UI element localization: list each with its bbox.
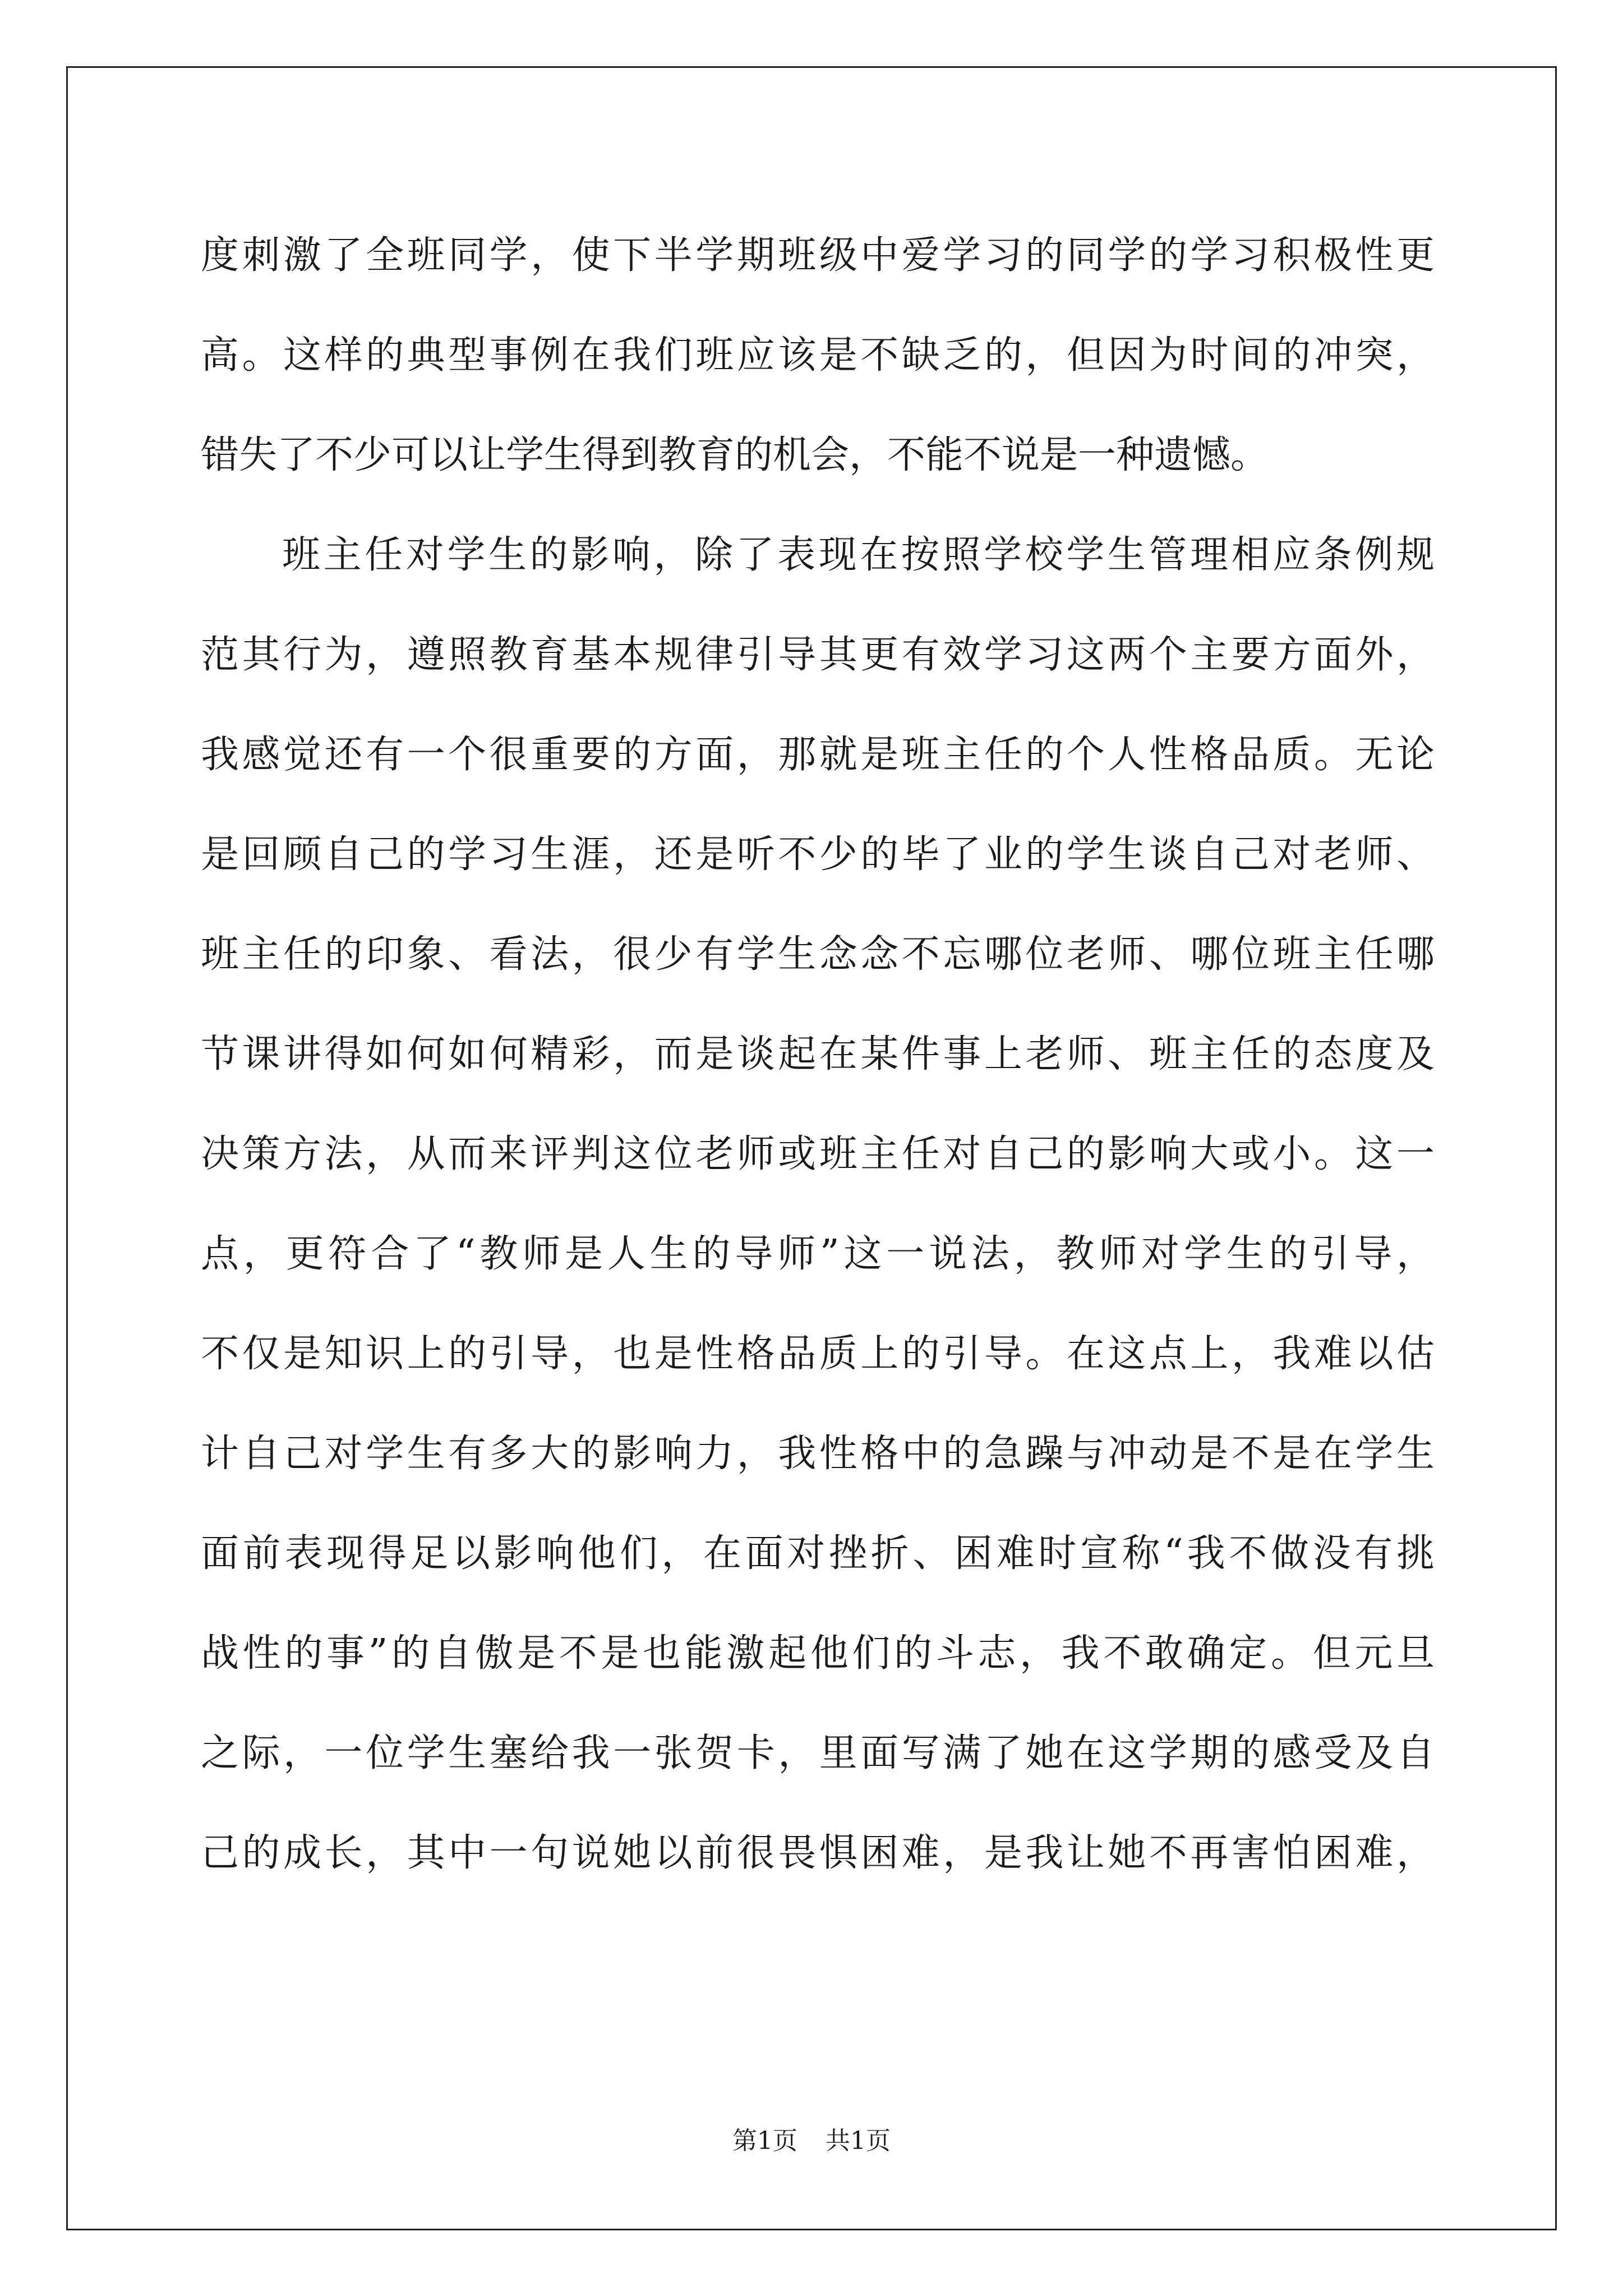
paragraph-2-line-11: 面前表现得足以影响他们，在面对挫折、困难时宣称“我不做没有挑 <box>201 1531 1435 1576</box>
paragraph-1-line-3: 错失了不少可以让学生得到教育的机会，不能不说是一种遗憾。 <box>201 433 1269 477</box>
paragraph-2-line-1: 班主任对学生的影响，除了表现在按照学校学生管理相应条例规 <box>282 533 1435 577</box>
paragraph-2-line-5: 班主任的印象、看法，很少有学生念念不忘哪位老师、哪位班主任哪 <box>201 932 1435 977</box>
page-number-total: 共1页 <box>826 2127 891 2155</box>
paragraph-2-line-14: 己的成长，其中一句说她以前很畏惧困难，是我让她不再害怕困难， <box>201 1831 1435 1875</box>
page-footer <box>0 2120 1623 2156</box>
paragraph-1-line-1: 度刺激了全班同学，使下半学期班级中爱学习的同学的学习积极性更 <box>201 233 1435 278</box>
paragraph-2-line-12: 战性的事”的自傲是不是也能激起他们的斗志，我不敢确定。但元旦 <box>201 1631 1435 1676</box>
paragraph-2-line-7: 决策方法，从而来评判这位老师或班主任对自己的影响大或小。这一 <box>201 1132 1435 1176</box>
paragraph-2-line-10: 计自己对学生有多大的影响力，我性格中的急躁与冲动是不是在学生 <box>201 1432 1435 1476</box>
paragraph-2-line-4: 是回顾自己的学习生涯，还是听不少的毕了业的学生谈自己对老师、 <box>201 832 1435 877</box>
paragraph-2-line-8: 点，更符合了“教师是人生的导师”这一说法，教师对学生的引导， <box>201 1232 1435 1276</box>
paragraph-2-line-13: 之际，一位学生塞给我一张贺卡，里面写满了她在这学期的感受及自 <box>201 1731 1435 1775</box>
paragraph-2-line-3: 我感觉还有一个很重要的方面，那就是班主任的个人性格品质。无论 <box>201 733 1435 777</box>
paragraph-1-line-2: 高。这样的典型事例在我们班应该是不缺乏的，但因为时间的冲突， <box>201 333 1435 378</box>
paragraph-2-line-2: 范其行为，遵照教育基本规律引导其更有效学习这两个主要方面外， <box>201 633 1435 677</box>
document-body <box>201 206 1435 1903</box>
page-number-current: 第1页 <box>732 2127 797 2155</box>
paragraph-2-line-6: 节课讲得如何如何精彩，而是谈起在某件事上老师、班主任的态度及 <box>201 1032 1435 1076</box>
paragraph-2-line-9: 不仅是知识上的引导，也是性格品质上的引导。在这点上，我难以估 <box>201 1332 1435 1376</box>
